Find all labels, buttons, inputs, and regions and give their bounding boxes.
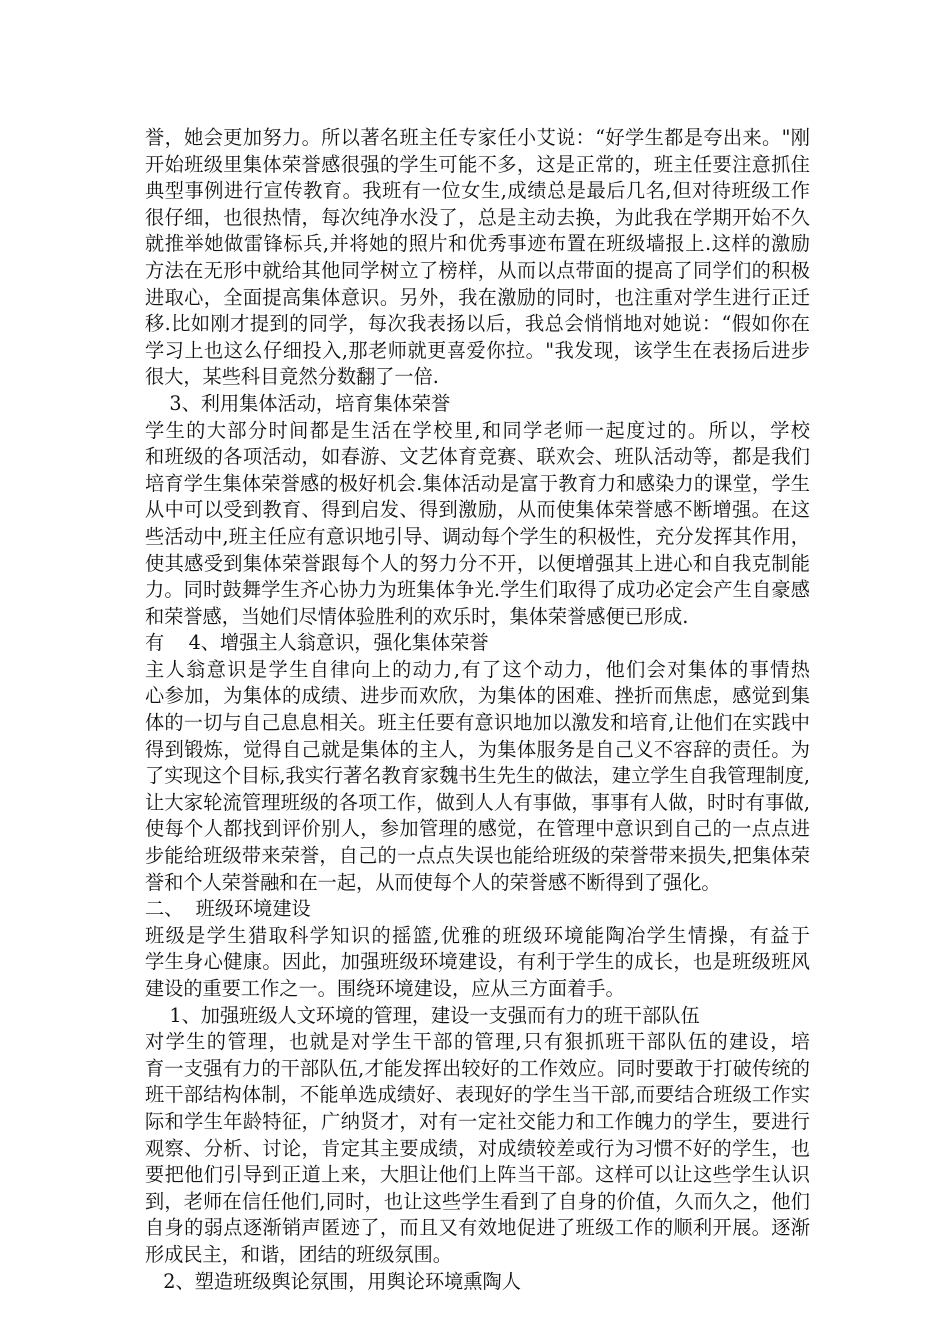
text-line: 方法在无形中就给其他同学树立了榜样，从而以点带面的提高了同学们的积极 [145,258,810,282]
text-line: 学习上也这么仔细投入,那老师就更喜爱你拉。"我发现，该学生在表扬后进步 [145,338,810,362]
text-line: 得到锻炼，觉得自己就是集体的主人，为集体服务是自己义不容辞的责任。为 [145,737,810,761]
text-line: 3、利用集体活动，培育集体荣誉 [145,391,451,415]
text-line: 移.比如刚才提到的同学，每次我表扬以后，我总会悄悄地对她说：“假如你在 [145,312,810,336]
text-line: 誉和个人荣誉融和在一起，从而使每个人的荣誉感不断得到了强化。 [145,870,721,894]
text-line: 些活动中,班主任应有意识地引导、调动每个学生的积极性，充分发挥其作用， [145,524,810,548]
text-line: 步能给班级带来荣誉，自己的一点点失误也能给班级的荣誉带来损失,把集体荣 [145,844,810,868]
text-line: 学生的大部分时间都是生活在学校里,和同学老师一起度过的。所以，学校 [145,418,810,442]
text-line: 典型事例进行宣传教育。我班有一位女生,成绩总是最后几名,但对待班级工作 [145,179,810,203]
text-line: 开始班级里集体荣誉感很强的学生可能不多，这是正常的，班主任要注意抓住 [145,152,810,176]
text-line: 让大家轮流管理班级的各项工作，做到人人有事做，事事有人做，时时有事做, [145,790,810,814]
text-line: 际和学生年龄特征，广纳贤才，对有一定社交能力和工作魄力的学生，要进行 [145,1109,810,1133]
document-body [145,125,810,1295]
text-line: 班干部结构体制，不能单选成绩好、表现好的学生当干部,而要结合班级工作实 [145,1083,810,1107]
text-line: 学生身心健康。因此，加强班级环境建设，有利于学生的成长，也是班级班风 [145,950,810,974]
text-line: 自身的弱点逐渐销声匿迹了，而且又有效地促进了班级工作的顺利开展。逐渐 [145,1216,810,1240]
text-line: 体的一切与自己息息相关。班主任要有意识地加以激发和培育,让他们在实践中 [145,711,810,735]
text-line: 对学生的管理，也就是对学生干部的管理,只有狠抓班干部队伍的建设，培 [145,1030,810,1054]
text-line: 班级是学生猎取科学知识的摇篮,优雅的班级环境能陶冶学生情操，有益于 [145,923,810,947]
text-line: 要把他们引导到正道上来，大胆让他们上阵当干部。这样可以让这些学生认识 [145,1163,810,1187]
text-line: 观察、分析、讨论，肯定其主要成绩，对成绩较差或行为习惯不好的学生，也 [145,1136,810,1160]
text-line: 力。同时鼓舞学生齐心协力为班集体争光.学生们取得了成功必定会产生自豪感 [145,578,810,602]
text-line: 二、 班级环境建设 [145,897,311,921]
text-line: 从中可以受到教育、得到启发、得到激励，从而使集体荣誉感不断增强。在这 [145,498,810,522]
text-line: 很大，某些科目竟然分数翻了一倍. [145,365,439,389]
text-line: 培育学生集体荣誉感的极好机会.集体活动是富于教育力和感染力的课堂，学生 [145,471,810,495]
text-line: 心参加，为集体的成绩、进步而欢欣，为集体的困难、挫折而焦虑，感觉到集 [145,684,810,708]
text-line: 育一支强有力的干部队伍,才能发挥出较好的工作效应。同时要敢于打破传统的 [145,1056,810,1080]
text-line: 主人翁意识是学生自律向上的动力,有了这个动力，他们会对集体的事情热 [145,657,810,681]
text-line: 很仔细，也很热情，每次纯净水没了，总是主动去换，为此我在学期开始不久 [145,205,810,229]
text-line: 使其感受到集体荣誉跟每个人的努力分不开，以便增强其上进心和自我克制能 [145,551,810,575]
text-line: 誉，她会更加努力。所以著名班主任专家任小艾说：“好学生都是夸出来。"刚 [145,126,810,149]
text-line: 到，老师在信任他们,同时，也让这些学生看到了自身的价值，久而久之，他们 [145,1189,810,1213]
text-line: 就推举她做雷锋标兵,并将她的照片和优秀事迹布置在班级墙报上.这样的激励 [145,232,810,256]
text-line: 和荣誉感，当她们尽情体验胜利的欢乐时，集体荣誉感便已形成. [145,604,689,628]
text-line: 和班级的各项活动，如春游、文艺体育竞赛、联欢会、班队活动等，都是我们 [145,445,810,469]
text-line: 2、塑造班级舆论氛围，用舆论环境熏陶人 [145,1269,521,1293]
text-line: 了实现这个目标,我实行著名教育家魏书生先生的做法，建立学生自我管理制度, [145,764,810,788]
text-line: 进取心，全面提高集体意识。另外，我在激励的同时，也注重对学生进行正迁 [145,285,810,309]
text-line: 有 4、增强主人翁意识，强化集体荣誉 [145,631,489,655]
text-line: 使每个人都找到评价别人，参加管理的感觉，在管理中意识到自己的一点点进 [145,817,810,841]
text-line: 1、加强班级人文环境的管理，建设一支强而有力的班干部队伍 [145,1003,700,1027]
text-line: 形成民主，和谐，团结的班级氛围。 [145,1242,452,1266]
text-line: 建设的重要工作之一。围绕环境建设，应从三方面着手。 [145,977,625,1000]
